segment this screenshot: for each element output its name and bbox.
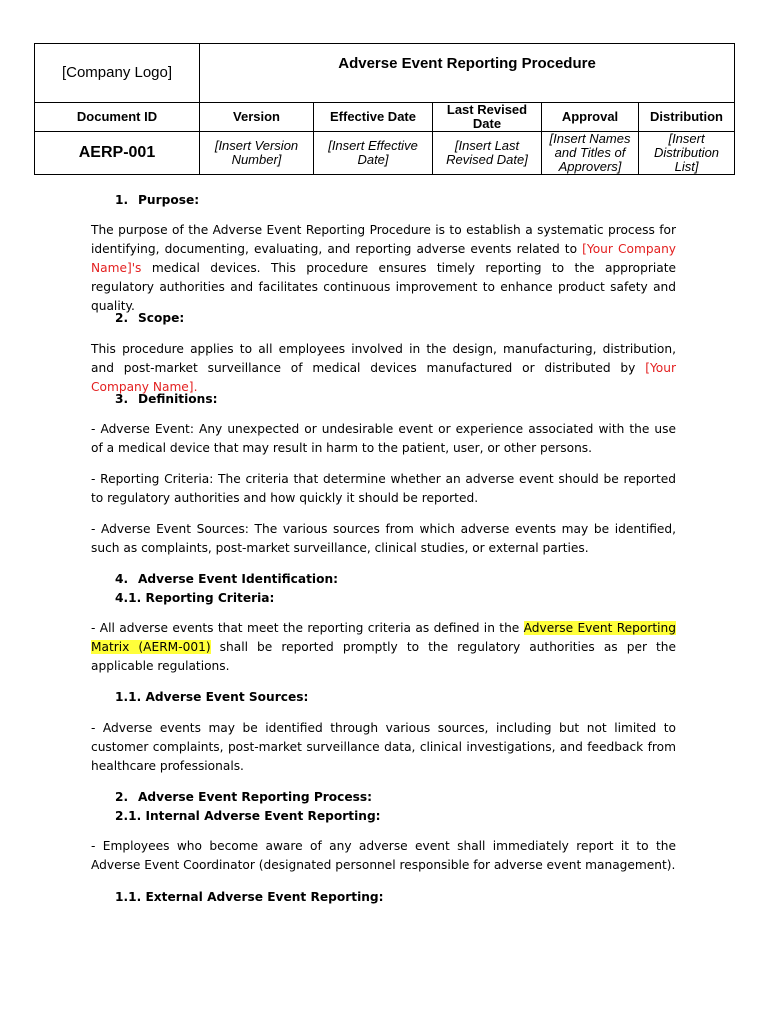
purpose-paragraph [91,221,676,316]
purpose-heading-text: Purpose: [138,193,200,207]
purpose-number: 1. [115,193,129,207]
header-last-revised-date: Last Revised Date [433,103,542,132]
definitions-number: 3. [115,392,129,406]
process-heading-text: Adverse Event Reporting Process: [138,790,373,804]
internal-reporting-heading: 2.1. Internal Adverse Event Reporting: [115,809,381,823]
definitions-heading-text: Definitions: [138,392,218,406]
last-revised-date-value: [Insert Last Revised Date] [433,132,542,175]
identification-heading-text: Adverse Event Identification: [138,572,339,586]
header-effective-date: Effective Date [314,103,433,132]
internal-reporting-paragraph: - Employees who become aware of any adverse event shall immediately report it to the Adverse Event Coordinator (designated personnel responsible for adverse event management). [91,839,676,872]
scope-company-placeholder: [Your Company Name]. [91,361,676,394]
rc-text-1: - All adverse events that meet the reporting criteria as defined in the [91,621,524,635]
effective-date-value: [Insert Effective Date] [314,132,433,175]
definition-adverse-event: - Adverse Event: Any unexpected or undesirable event or experience associated with the use of a medical device that may result in harm to the patient, user, or other persons. [91,422,676,455]
scope-heading-text: Scope: [138,311,185,325]
rc-text-2: shall be reported promptly to the regulatory authorities as per the applicable regulations. [91,640,677,673]
purpose-text-2: medical devices. This procedure ensures timely reporting to the appropriate regulatory authorities and facilitates continuous improvement to enhance product safety and quality. [91,261,676,313]
reporting-criteria-paragraph [91,619,676,676]
header-document-id: Document ID [35,103,200,132]
process-heading [115,788,372,807]
header-approval: Approval [542,103,639,132]
definition-adverse-event-sources: - Adverse Event Sources: The various sources from which adverse events may be identified, such as complaints, post-market surveillance, clinical studies, or external parties. [91,522,676,555]
external-reporting-heading: 1.1. External Adverse Event Reporting: [115,890,384,904]
purpose-text-1: The purpose of the Adverse Event Reporting Procedure is to establish a systematic process for identifying, documenting, evaluating, and reporting adverse events related to [91,223,676,256]
header-version: Version [200,103,314,132]
definition-reporting-criteria: - Reporting Criteria: The criteria that determine whether an adverse event should be reported to regulatory authorities and how quickly it should be reported. [91,472,676,505]
scope-number: 2. [115,311,129,325]
identification-number: 4. [115,572,129,586]
scope-text-1: This procedure applies to all employees involved in the design, manufacturing, distribution, and post-market surveillance of medical devices manufactured or distributed by [91,342,676,375]
company-logo-placeholder: [Company Logo] [35,44,200,103]
scope-paragraph [91,340,676,397]
purpose-heading [115,191,199,210]
purpose-company-placeholder: [Your Company Name]'s [91,242,676,275]
approval-value: [Insert Names and Titles of Approvers] [542,132,639,175]
aerm-matrix-reference: Adverse Event Reporting Matrix (AERM-001) [91,621,677,654]
scope-heading [115,309,184,328]
version-value: [Insert Version Number] [200,132,314,175]
document-title: Adverse Event Reporting Procedure [200,44,735,103]
definitions-heading [115,390,217,409]
sources-heading: 1.1. Adverse Event Sources: [115,690,309,704]
distribution-value: [Insert Distribution List] [639,132,735,175]
reporting-criteria-heading: 4.1. Reporting Criteria: [115,591,275,605]
header-distribution: Distribution [639,103,735,132]
sources-paragraph: - Adverse events may be identified through various sources, including but not limited to customer complaints, post-market surveillance data, clinical investigations, and feedback from healthcare professionals. [91,721,676,773]
document-header-table [34,43,735,175]
document-id-value: AERP-001 [35,132,200,175]
identification-heading [115,570,338,589]
process-number: 2. [115,790,129,804]
